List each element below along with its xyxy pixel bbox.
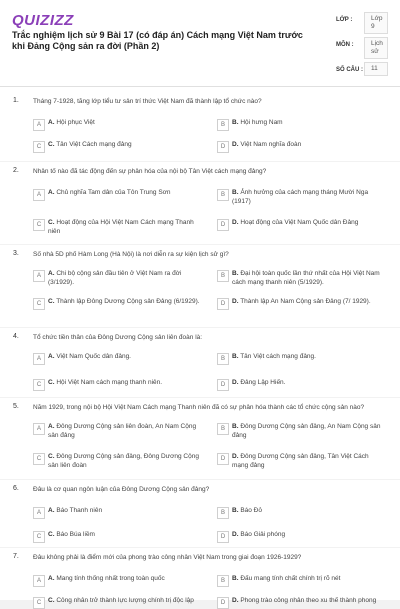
option-text — [48, 531, 200, 540]
option-text — [232, 298, 384, 307]
option-prefix: C. — [48, 141, 55, 148]
option-letter-box[interactable]: D — [217, 453, 229, 465]
question-divider — [0, 397, 400, 398]
option-body: Chủ nghĩa Tam dân của Tôn Trung Sơn — [56, 189, 171, 196]
option-body: Báo Búa liềm — [56, 531, 95, 538]
option-prefix: C. — [48, 531, 55, 538]
option-prefix: D. — [232, 531, 239, 538]
option-letter-box[interactable]: D — [217, 219, 229, 231]
option-body: Thành lập An Nam Cộng sản Đảng (7/ 1929). — [240, 298, 371, 305]
option-text — [232, 270, 384, 287]
option-letter-box[interactable]: A — [33, 353, 45, 365]
question-text: Tổ chức tiền thân của Đông Dương Cộng sản liên đoàn là: — [33, 334, 203, 341]
option-prefix: A. — [48, 575, 55, 582]
option-letter-box[interactable]: A — [33, 423, 45, 435]
option-prefix: C. — [48, 453, 55, 460]
question-text: Đâu là cơ quan ngôn luận của Đông Dương Cộng sản đảng? — [33, 486, 210, 493]
question-count-label: SỐ CÂU : — [336, 67, 363, 73]
option-letter-box[interactable]: B — [217, 270, 229, 282]
option-letter-box[interactable]: D — [217, 597, 229, 609]
option-prefix: A. — [48, 353, 55, 360]
option-text — [232, 453, 384, 470]
option-text — [48, 189, 200, 198]
option-body: Đông Dương Cộng sản đảng, Đông Dương Cộng sản liên đoàn — [48, 453, 199, 469]
option-body: Báo Thanh niên — [56, 507, 103, 514]
option-body: Đông Dương Cộng sản liên đoàn, An Nam Cộng sản đảng — [48, 423, 197, 439]
question-number: 3. — [13, 250, 19, 257]
option-body: Tân Việt Cách mạng đảng — [56, 141, 132, 148]
option-text — [48, 575, 200, 584]
option-prefix: A. — [48, 119, 55, 126]
option-letter-box[interactable]: C — [33, 219, 45, 231]
class-value: Lớp 9 — [364, 12, 388, 34]
option-letter-box[interactable]: D — [217, 379, 229, 391]
worksheet-title: Trắc nghiệm lịch sử 9 Bài 17 (có đáp án) Cách mạng Việt Nam trước khi Đảng Cộng sản ra đời (Phần 2) — [12, 30, 303, 51]
option-prefix: C. — [48, 219, 55, 226]
option-prefix: B. — [232, 189, 239, 196]
option-prefix: C. — [48, 597, 55, 604]
question-text: Số nhà 5D phố Hàm Long (Hà Nội) là nơi diễn ra sự kiện lịch sử gì? — [33, 251, 229, 258]
option-prefix: B. — [232, 270, 239, 277]
option-text — [232, 575, 384, 584]
subject-value: Lịch sử — [364, 37, 388, 59]
option-prefix: D. — [232, 219, 239, 226]
question-count-value: 11 — [364, 62, 388, 76]
option-prefix: C. — [48, 379, 55, 386]
question-divider — [0, 244, 400, 245]
option-prefix: A. — [48, 507, 55, 514]
option-text — [232, 597, 384, 606]
option-letter-box[interactable]: B — [217, 507, 229, 519]
worksheet-header — [0, 0, 400, 87]
question-number: 4. — [13, 333, 19, 340]
option-letter-box[interactable]: C — [33, 597, 45, 609]
option-letter-box[interactable]: C — [33, 141, 45, 153]
option-body: Ảnh hưởng của cách mạng tháng Mười Nga (1917) — [232, 189, 369, 205]
quizizz-logo: QUIZIZZ — [12, 12, 74, 29]
question-text: Năm 1929, trong nội bộ Hội Việt Nam Cách mạng Thanh niên đã có sự phân hóa thành các tổ chức cộng sản nào? — [33, 404, 365, 411]
option-body: Công nhân trở thành lực lượng chính trị độc lập — [56, 597, 194, 604]
option-text — [48, 141, 200, 150]
option-text — [48, 119, 200, 128]
option-letter-box[interactable]: A — [33, 189, 45, 201]
option-body: Hoạt động của Việt Nam Quốc dân Đảng — [240, 219, 359, 226]
question-divider — [0, 327, 400, 328]
question-text: Tháng 7-1928, tăng lớp tiểu tư sản trí thức Việt Nam đã thành lập tổ chức nào? — [33, 98, 262, 105]
option-text — [48, 298, 200, 307]
option-prefix: D. — [232, 597, 239, 604]
option-letter-box[interactable]: B — [217, 353, 229, 365]
option-body: Báo Giải phóng — [240, 531, 286, 538]
option-prefix: B. — [232, 423, 239, 430]
option-text — [232, 219, 384, 228]
option-text — [48, 453, 200, 470]
option-prefix: D. — [232, 379, 239, 386]
option-body: Hội Việt Nam cách mạng thanh niên. — [56, 379, 163, 386]
option-text — [232, 531, 384, 540]
question-divider — [0, 479, 400, 480]
option-body: Thành lập Đông Dương Cộng sản Đảng (6/1929). — [56, 298, 200, 305]
option-text — [48, 219, 200, 236]
option-prefix: A. — [48, 270, 55, 277]
option-text — [232, 423, 384, 440]
option-body: Đông Dương Cộng sản đảng, Tân Việt Cách mạng đảng — [232, 453, 369, 469]
question-text: Nhân tố nào đã tác động đến sự phân hóa của nội bộ Tân Việt cách mạng đảng? — [33, 168, 267, 175]
option-body: Việt Nam nghĩa đoàn — [240, 141, 302, 148]
option-prefix: D. — [232, 298, 239, 305]
option-letter-box[interactable]: D — [217, 298, 229, 310]
option-text — [48, 353, 200, 362]
option-body: Hội hưng Nam — [240, 119, 283, 126]
option-prefix: D. — [232, 453, 239, 460]
option-letter-box[interactable]: C — [33, 298, 45, 310]
option-body: Việt Nam Quốc dân đảng. — [56, 353, 131, 360]
option-body: Mang tính thống nhất trong toàn quốc — [56, 575, 165, 582]
question-number: 5. — [13, 403, 19, 410]
option-prefix: D. — [232, 141, 239, 148]
option-letter-box[interactable]: A — [33, 270, 45, 282]
option-text — [232, 379, 384, 388]
option-prefix: B. — [232, 575, 239, 582]
class-label: LỚP : — [336, 17, 353, 23]
option-letter-box[interactable]: A — [33, 119, 45, 131]
option-text — [48, 270, 200, 287]
option-letter-box[interactable]: D — [217, 141, 229, 153]
option-text — [48, 597, 200, 606]
option-body: Tân Việt cách mạng đảng. — [240, 353, 316, 360]
question-number: 1. — [13, 97, 19, 104]
option-body: Hội phục Việt — [56, 119, 95, 126]
option-text — [48, 379, 200, 388]
option-letter-box[interactable]: B — [217, 189, 229, 201]
option-letter-box[interactable]: B — [217, 575, 229, 587]
option-prefix: A. — [48, 423, 55, 430]
option-text — [232, 119, 384, 128]
option-body: Đại hội toàn quốc lần thứ nhất của Hội Việt Nam cách mạng thanh niên (5/1929). — [232, 270, 380, 286]
question-divider — [0, 161, 400, 162]
option-body: Đảng Lập Hiến. — [240, 379, 286, 386]
option-letter-box[interactable]: C — [33, 453, 45, 465]
question-number: 2. — [13, 167, 19, 174]
option-body: Phong trào công nhân theo xu thế thành phong — [240, 597, 377, 604]
option-body: Hoạt động của Hội Việt Nam Cách mạng Thanh niên — [48, 219, 194, 235]
option-body: Chi bộ cộng sản đầu tiên ở Việt Nam ra đời (3/1929). — [48, 270, 182, 286]
option-letter-box[interactable]: B — [217, 423, 229, 435]
option-body: Đông Dương Cộng sản đảng, An Nam Cộng sản đảng — [232, 423, 381, 439]
option-body: Báo Đỏ — [240, 507, 262, 514]
option-prefix: C. — [48, 298, 55, 305]
question-divider — [0, 547, 400, 548]
option-prefix: B. — [232, 353, 239, 360]
option-body: Đấu mang tính chất chính trị rõ nét — [240, 575, 341, 582]
option-text — [48, 423, 200, 440]
option-text — [232, 141, 384, 150]
option-letter-box[interactable]: D — [217, 531, 229, 543]
option-letter-box[interactable]: C — [33, 379, 45, 391]
question-number: 6. — [13, 485, 19, 492]
option-text — [232, 189, 384, 206]
option-letter-box[interactable]: B — [217, 119, 229, 131]
option-text — [232, 353, 384, 362]
option-letter-box[interactable]: C — [33, 531, 45, 543]
option-prefix: B. — [232, 507, 239, 514]
subject-label: MÔN : — [336, 42, 354, 48]
question-number: 7. — [13, 553, 19, 560]
option-letter-box[interactable]: A — [33, 507, 45, 519]
option-prefix: A. — [48, 189, 55, 196]
question-text: Đâu không phải là điểm mới của phong trào công nhân Việt Nam trong giai đoạn 1926-1929? — [33, 554, 302, 561]
option-prefix: B. — [232, 119, 239, 126]
option-text — [232, 507, 384, 516]
option-text — [48, 507, 200, 516]
option-letter-box[interactable]: A — [33, 575, 45, 587]
